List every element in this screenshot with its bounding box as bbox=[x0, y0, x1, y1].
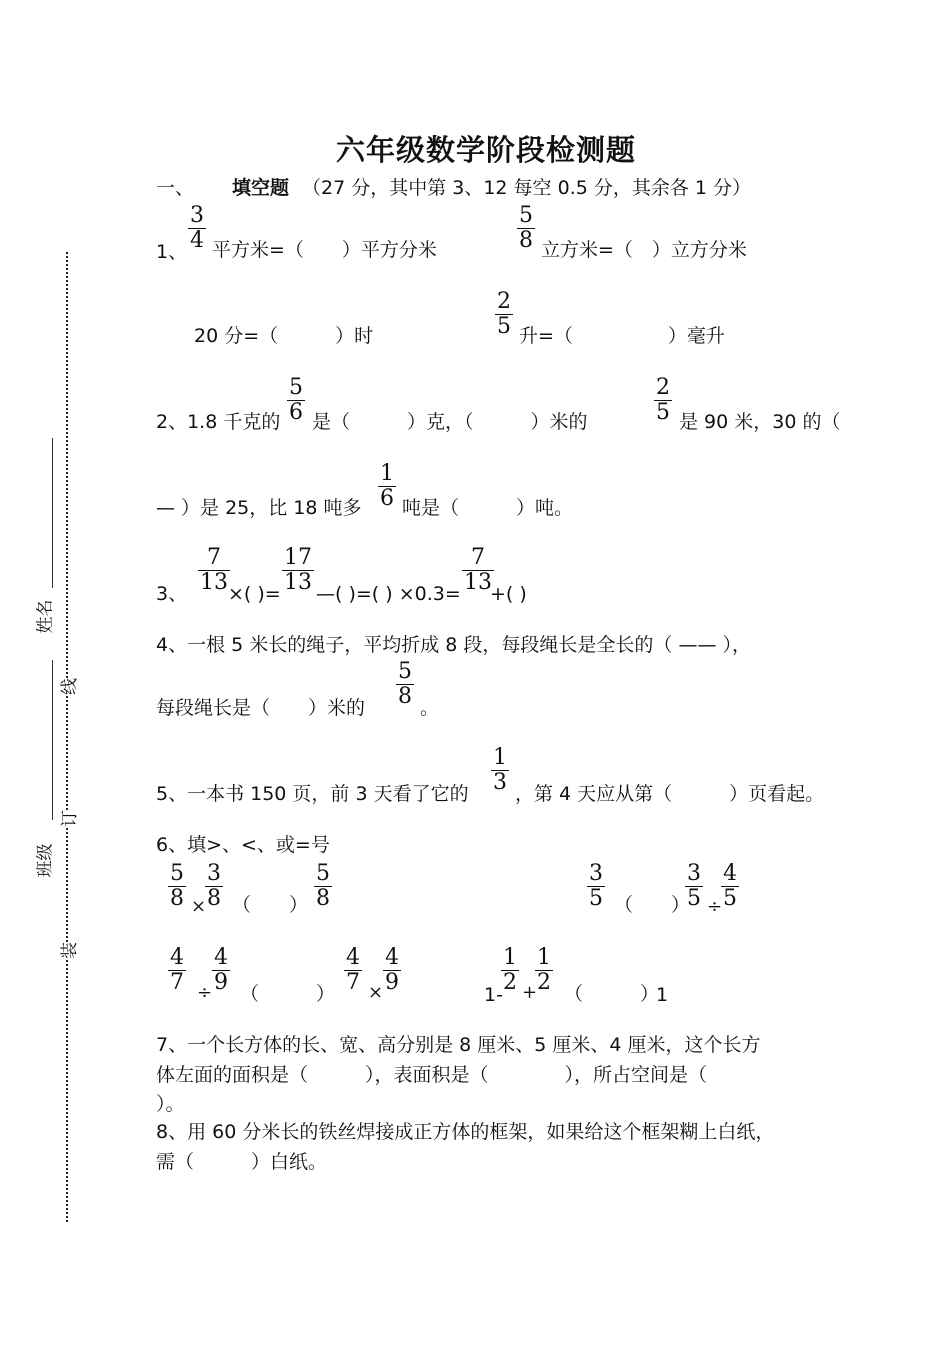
q6-r1a-frac3: 5 8 bbox=[316, 861, 330, 911]
q6-r2c-frac2: 1 2 bbox=[537, 945, 551, 995]
q3-s2: —( )=( ) ×0.3= bbox=[316, 583, 461, 605]
q3-fraction-2: 17 13 bbox=[284, 545, 312, 595]
q3-fraction-1: 7 13 bbox=[200, 545, 228, 595]
q6-r1a-blank: （ ） bbox=[232, 894, 309, 916]
q1-text-d: 升=（ ）毫升 bbox=[519, 325, 725, 347]
q1-text-c: 20 分=（ ）时 bbox=[194, 325, 374, 347]
q6-r2c-post: 1 bbox=[656, 984, 669, 1006]
q7-line1: 7、一个长方体的长、宽、高分别是 8 厘米、5 厘米、4 厘米，这个长方 bbox=[156, 1034, 761, 1056]
q2-line2-a: — ）是 25，比 18 吨多 bbox=[156, 497, 362, 519]
q6-r1b-blank: （ ） bbox=[614, 894, 691, 916]
q2-line2-b: 吨是（ ）吨。 bbox=[402, 497, 574, 519]
q1-prefix: 1、 bbox=[156, 241, 188, 263]
q5-a: 5、一本书 150 页，前 3 天看了它的 bbox=[156, 783, 469, 805]
q5-b: ，第 4 天应从第（ ）页看起。 bbox=[515, 783, 825, 805]
q5-fraction: 1 3 bbox=[493, 745, 507, 795]
q2-prefix: 2、1.8 千克的 bbox=[156, 411, 281, 433]
section-index: 一、 bbox=[156, 177, 195, 199]
q6-r1b-frac3: 4 5 bbox=[723, 861, 737, 911]
q8-line1: 8、用 60 分米长的铁丝焊接成正方体的框架，如果给这个框架糊上白纸， bbox=[156, 1121, 775, 1143]
q6-r1a-frac2: 3 8 bbox=[207, 861, 221, 911]
q6-r2c-op: + bbox=[522, 982, 538, 1003]
q2-fraction-1: 5 6 bbox=[289, 375, 303, 425]
q1-text-b: 立方米=（ ）立方分米 bbox=[541, 239, 747, 261]
q6-r2a-op: ÷ bbox=[197, 982, 213, 1003]
q6-r2a-frac1: 4 7 bbox=[170, 945, 184, 995]
q1-fraction-b: 5 8 bbox=[519, 203, 533, 253]
q6-r2b-frac2: 4 9 bbox=[385, 945, 399, 995]
class-underline bbox=[52, 660, 53, 820]
margin-zhuang-char: 装 bbox=[55, 942, 80, 959]
q6-title: 6、填>、<、或=号 bbox=[156, 834, 330, 856]
q4-fraction: 5 8 bbox=[398, 659, 412, 709]
q6-r2c-pre: 1- bbox=[484, 984, 503, 1006]
q6-r1b-frac2: 3 5 bbox=[687, 861, 701, 911]
q6-r1b-frac1: 3 5 bbox=[589, 861, 603, 911]
section-name: 填空题 bbox=[232, 177, 290, 199]
q3-fraction-3: 7 13 bbox=[464, 545, 492, 595]
q2-tail: 是 90 米，30 的（ bbox=[679, 411, 841, 433]
binding-dotted-line bbox=[66, 252, 68, 1222]
q7-line3: ）。 bbox=[156, 1093, 185, 1115]
q1-fraction-a: 3 4 bbox=[190, 203, 204, 253]
q2-fraction-3: 1 6 bbox=[380, 461, 394, 511]
q6-r2c-blank: （ ） bbox=[564, 983, 660, 1005]
page-title: 六年级数学阶段检测题 bbox=[336, 133, 637, 167]
q1-fraction-d: 2 5 bbox=[497, 289, 511, 339]
q2-mid: 是（ ）克，（ ）米的 bbox=[312, 411, 588, 433]
name-underline bbox=[52, 438, 53, 588]
q6-r2b-op: × bbox=[368, 982, 384, 1003]
q8-line2: 需（ ）白纸。 bbox=[156, 1151, 328, 1173]
q6-r1a-frac1: 5 8 bbox=[170, 861, 184, 911]
margin-xian-char: 线 bbox=[55, 678, 80, 695]
q6-r2c-frac1: 1 2 bbox=[503, 945, 517, 995]
q1-text-a: 平方米=（ ）平方分米 bbox=[212, 239, 437, 261]
section-note: （27 分，其中第 3、12 每空 0.5 分，其余各 1 分） bbox=[302, 177, 752, 199]
q4-line2-a: 每段绳长是（ ）米的 bbox=[156, 697, 366, 719]
margin-ding-char: 订 bbox=[55, 810, 80, 827]
q2-fraction-2: 2 5 bbox=[656, 375, 670, 425]
q3-prefix: 3、 bbox=[156, 583, 188, 605]
q4-line1: 4、一根 5 米长的绳子，平均折成 8 段，每段绳长是全长的（ —— ）， bbox=[156, 634, 752, 656]
q3-s1: ×( )= bbox=[228, 583, 281, 605]
q6-r2a-blank: （ ） bbox=[240, 983, 336, 1005]
q4-line2-b: 。 bbox=[420, 697, 440, 719]
q6-r2a-frac2: 4 9 bbox=[214, 945, 228, 995]
q6-r1b-op: ÷ bbox=[707, 896, 723, 917]
class-label: 班级 bbox=[35, 843, 56, 878]
q3-s3: +( ) bbox=[490, 583, 527, 605]
q6-r1a-op: × bbox=[191, 896, 207, 917]
name-label: 姓名 bbox=[35, 599, 56, 634]
q7-line2: 体左面的面积是（ ），表面积是（ ），所占空间是（ bbox=[156, 1064, 708, 1086]
q6-r2b-frac1: 4 7 bbox=[346, 945, 360, 995]
